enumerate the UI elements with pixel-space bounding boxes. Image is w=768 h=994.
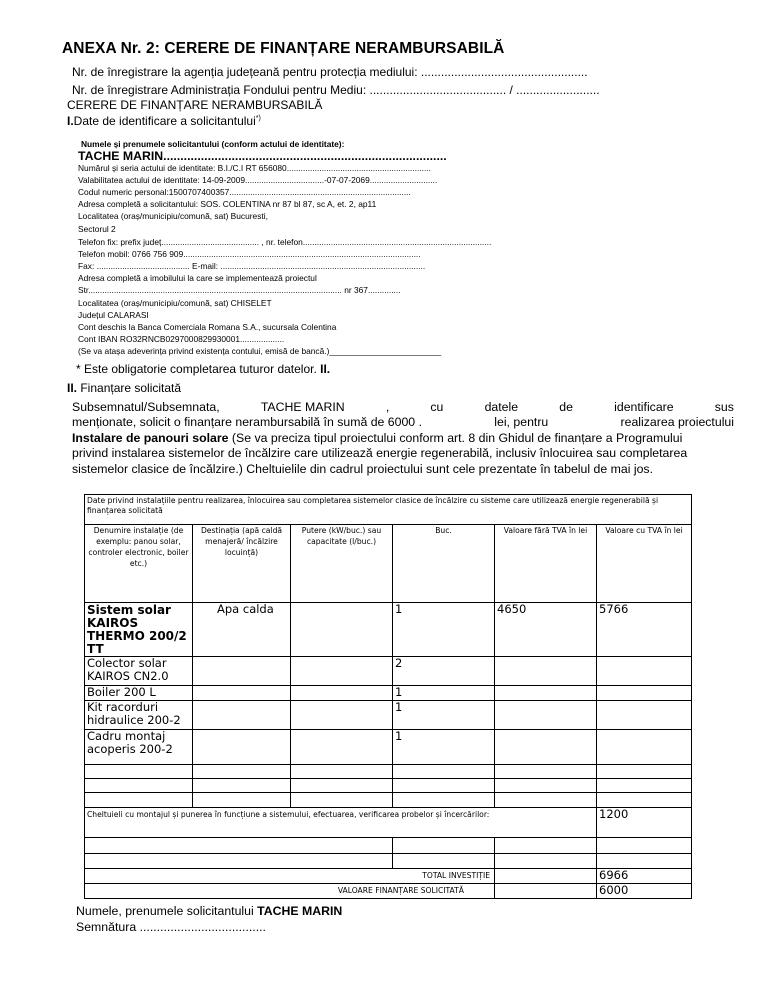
item-name: Kit racorduri hidraulice 200-2: [85, 701, 193, 730]
item-quantity: 1: [393, 603, 495, 657]
paragraph-segment: (Se va preciza tipul proiectului conform art. 8 din Ghidul de finanțare a Programului: [228, 430, 683, 445]
paragraph-segment: realizarea proiectului: [620, 415, 734, 430]
table-empty-row: [85, 793, 692, 808]
installation-costs-label: Cheltuieli cu montajul și punerea în funcțiune a sistemului, efectuarea, verificarea probelor și încercărilor:: [85, 808, 597, 838]
requested-financing-value: 6000: [597, 884, 692, 899]
paragraph-word: cu: [430, 400, 444, 414]
item-value-no-vat: [495, 701, 597, 730]
item-value-vat: [597, 701, 692, 730]
project-type: Instalare de panouri solare: [72, 430, 229, 445]
signature-line: Semnătura .....................................: [76, 920, 266, 934]
item-quantity: 1: [393, 730, 495, 765]
paragraph-word: sus: [714, 400, 734, 414]
item-value-vat: [597, 657, 692, 686]
phone-mobile-line: Telefon mobil: 0766 756 909......................................................................................................: [78, 249, 421, 259]
paragraph-line-5: [72, 462, 734, 477]
bank-account-line: Cont deschis la Banca Comerciala Romana S.A., sucursala Colentina: [78, 322, 337, 332]
section-2-heading: [67, 381, 181, 395]
paragraph-line-1: [72, 400, 734, 415]
item-quantity: 1: [393, 701, 495, 730]
table-row: [85, 603, 692, 657]
section-1-title: Date de identificare a solicitantului: [73, 114, 256, 128]
item-name: Boiler 200 L: [85, 686, 193, 701]
paragraph-word: identificare: [614, 400, 674, 414]
item-destination: [193, 730, 291, 765]
signature-name-label: Numele, prenumele solicitantului: [76, 904, 258, 918]
paragraph-line-2: [72, 415, 734, 430]
table-row: [85, 730, 692, 765]
item-value-no-vat: 4650: [495, 603, 597, 657]
section-1-heading: [67, 114, 261, 128]
col-header-value-vat: Valoare cu TVA în lei: [597, 525, 692, 603]
paragraph-segment: lei, pentru: [494, 415, 549, 430]
paragraph-segment: sistemelor clasice de încălzire.) Cheltuielile din cadrul proiectului sunt cele prezentate în tabelul de mai jos.: [72, 461, 653, 476]
table-header-row: [85, 525, 692, 603]
item-value-no-vat: [495, 730, 597, 765]
paragraph-segment: privind instalarea sistemelor de încălzire care utilizează energie regenerabilă, inclusiv înlocuirea sau completarea: [72, 446, 688, 461]
personal-code-line: Codul numeric personal:1500707400357..............................................................................: [78, 187, 411, 197]
mandatory-fields-text: * Este obligatorie completarea tuturor datelor.: [76, 362, 321, 376]
section-1-footnote-mark: *): [255, 115, 261, 122]
applicant-address-line: Adresa completă a solicitantului: SOS. COLENTINA nr 87 bl 87, sc A, et. 2, ap11: [78, 199, 377, 209]
mandatory-fields-section-number: II.: [320, 362, 331, 376]
item-name: Colector solar KAIROS CN2.0: [85, 657, 193, 686]
table-row: [85, 657, 692, 686]
installation-costs-row: [85, 808, 692, 838]
total-investment-value: 6966: [597, 869, 692, 884]
property-street-line: Str............................................................................................................. nr 367..............: [78, 285, 401, 295]
item-destination: [193, 657, 291, 686]
applicant-name-label: Numele și prenumele solicitantului (conform actului de identitate):: [81, 139, 345, 149]
total-investment-row: [85, 869, 692, 884]
bank-certificate-note: (Se va atașa adeverința privind existența contului, emisă de bancă.)________________________: [78, 346, 442, 356]
col-header-value-no-vat: Valoare fără TVA în lei: [495, 525, 597, 603]
item-value-vat: [597, 686, 692, 701]
item-power: [291, 686, 393, 701]
paragraph-word: ,: [385, 400, 390, 414]
table-empty-row: [85, 854, 692, 869]
applicant-sector-line: Sectorul 2: [78, 224, 116, 234]
item-value-vat: 5766: [597, 603, 692, 657]
item-destination: [193, 701, 291, 730]
financing-request-paragraph: [72, 400, 734, 477]
id-document-line: Numărul și seria actului de identitate: B.I./C.I RT 656080..............................................................: [78, 163, 431, 173]
section-1-number: I.: [67, 114, 74, 128]
signature-name-value: TACHE MARIN: [257, 904, 343, 918]
col-header-power: Putere (kW/buc.) sau capacitate (l/buc.): [291, 525, 393, 603]
item-value-no-vat: [495, 657, 597, 686]
agency-registration-line: Nr. de înregistrare la agenția județeană pentru protecția mediului: ..................................................: [72, 65, 588, 79]
paragraph-word: Subsemnatul/Subsemnata,: [72, 400, 220, 414]
col-header-quantity: Buc.: [393, 525, 495, 603]
table-empty-row: [85, 765, 692, 779]
installations-table: [84, 494, 692, 899]
mandatory-fields-note: [76, 362, 330, 376]
property-county-line: Județul CALARASI: [78, 310, 149, 320]
id-validity-line: Valabilitatea actului de identitate: 14-09-2009..................................-07-07-2069.............................: [78, 175, 438, 185]
col-header-destination: Destinația (apă caldă menajeră/ încălzire locuință): [193, 525, 291, 603]
paragraph-line-4: [72, 446, 734, 461]
item-power: [291, 657, 393, 686]
applicant-name-inline: TACHE MARIN: [260, 400, 345, 414]
item-quantity: 1: [393, 686, 495, 701]
section-2-number: II.: [67, 381, 78, 395]
item-destination: Apa calda: [193, 603, 291, 657]
item-name: Cadru montaj acoperis 200-2: [85, 730, 193, 765]
afm-registration-line: Nr. de înregistrare Administrația Fondului pentru Mediu: ......................................... / .........................: [72, 83, 600, 97]
applicant-locality-line: Localitatea (oraș/municipiu/comună, sat) Bucuresti,: [78, 211, 268, 221]
section-2-title: Finanțare solicitată: [77, 381, 182, 395]
table-row: [85, 686, 692, 701]
total-investment-label: TOTAL INVESTIȚIE: [85, 869, 495, 884]
paragraph-word: datele: [484, 400, 519, 414]
fax-email-line: Fax: ........................................ E-mail: ........................................................................................: [78, 261, 426, 271]
item-power: [291, 701, 393, 730]
phone-fixed-line: Telefon fix: prefix județ.......................................... , nr. telefon.................................................................................: [78, 237, 492, 247]
item-quantity: 2: [393, 657, 495, 686]
requested-financing-label: VALOARE FINANȚARE SOLICITATĂ: [85, 884, 495, 899]
paragraph-line-3: [72, 431, 734, 446]
table-empty-row: [85, 838, 692, 854]
item-value-vat: [597, 730, 692, 765]
installation-costs-value: 1200: [597, 808, 692, 838]
table-row: [85, 701, 692, 730]
item-value-no-vat: [495, 686, 597, 701]
item-power: [291, 730, 393, 765]
property-locality-line: Localitatea (oraș/municipiu/comună, sat) CHISELET: [78, 298, 272, 308]
table-title: Date privind instalațiile pentru realizarea, înlocuirea sau completarea sistemelor clasice de încălzire cu sisteme care utilizează energie regenerabilă și finanțarea solicitată: [85, 495, 692, 525]
iban-line: Cont IBAN RO32RNCB0297000829930001...................: [78, 334, 285, 344]
col-header-installation: Denumire instalație (de exemplu: panou solar, controler electronic, boiler etc.): [85, 525, 193, 603]
property-address-label: Adresa completă a imobilului la care se implementează proiectul: [78, 273, 317, 283]
paragraph-segment: menționate, solicit o finanțare nerambursabilă în sumă de 6000 .: [72, 415, 422, 430]
applicant-signature-name: [76, 904, 342, 918]
requested-financing-row: [85, 884, 692, 899]
form-subtitle: CERERE DE FINANȚARE NERAMBURSABILĂ: [67, 98, 323, 112]
table-empty-row: [85, 779, 692, 793]
applicant-name-value: TACHE MARIN...................................................................................: [78, 149, 447, 163]
page-title: ANEXA Nr. 2: CERERE DE FINANȚARE NERAMBURSABILĂ: [62, 40, 505, 57]
item-power: [291, 603, 393, 657]
paragraph-word: de: [559, 400, 573, 414]
item-destination: [193, 686, 291, 701]
item-name: Sistem solar KAIROS THERMO 200/2 TT: [85, 603, 193, 657]
